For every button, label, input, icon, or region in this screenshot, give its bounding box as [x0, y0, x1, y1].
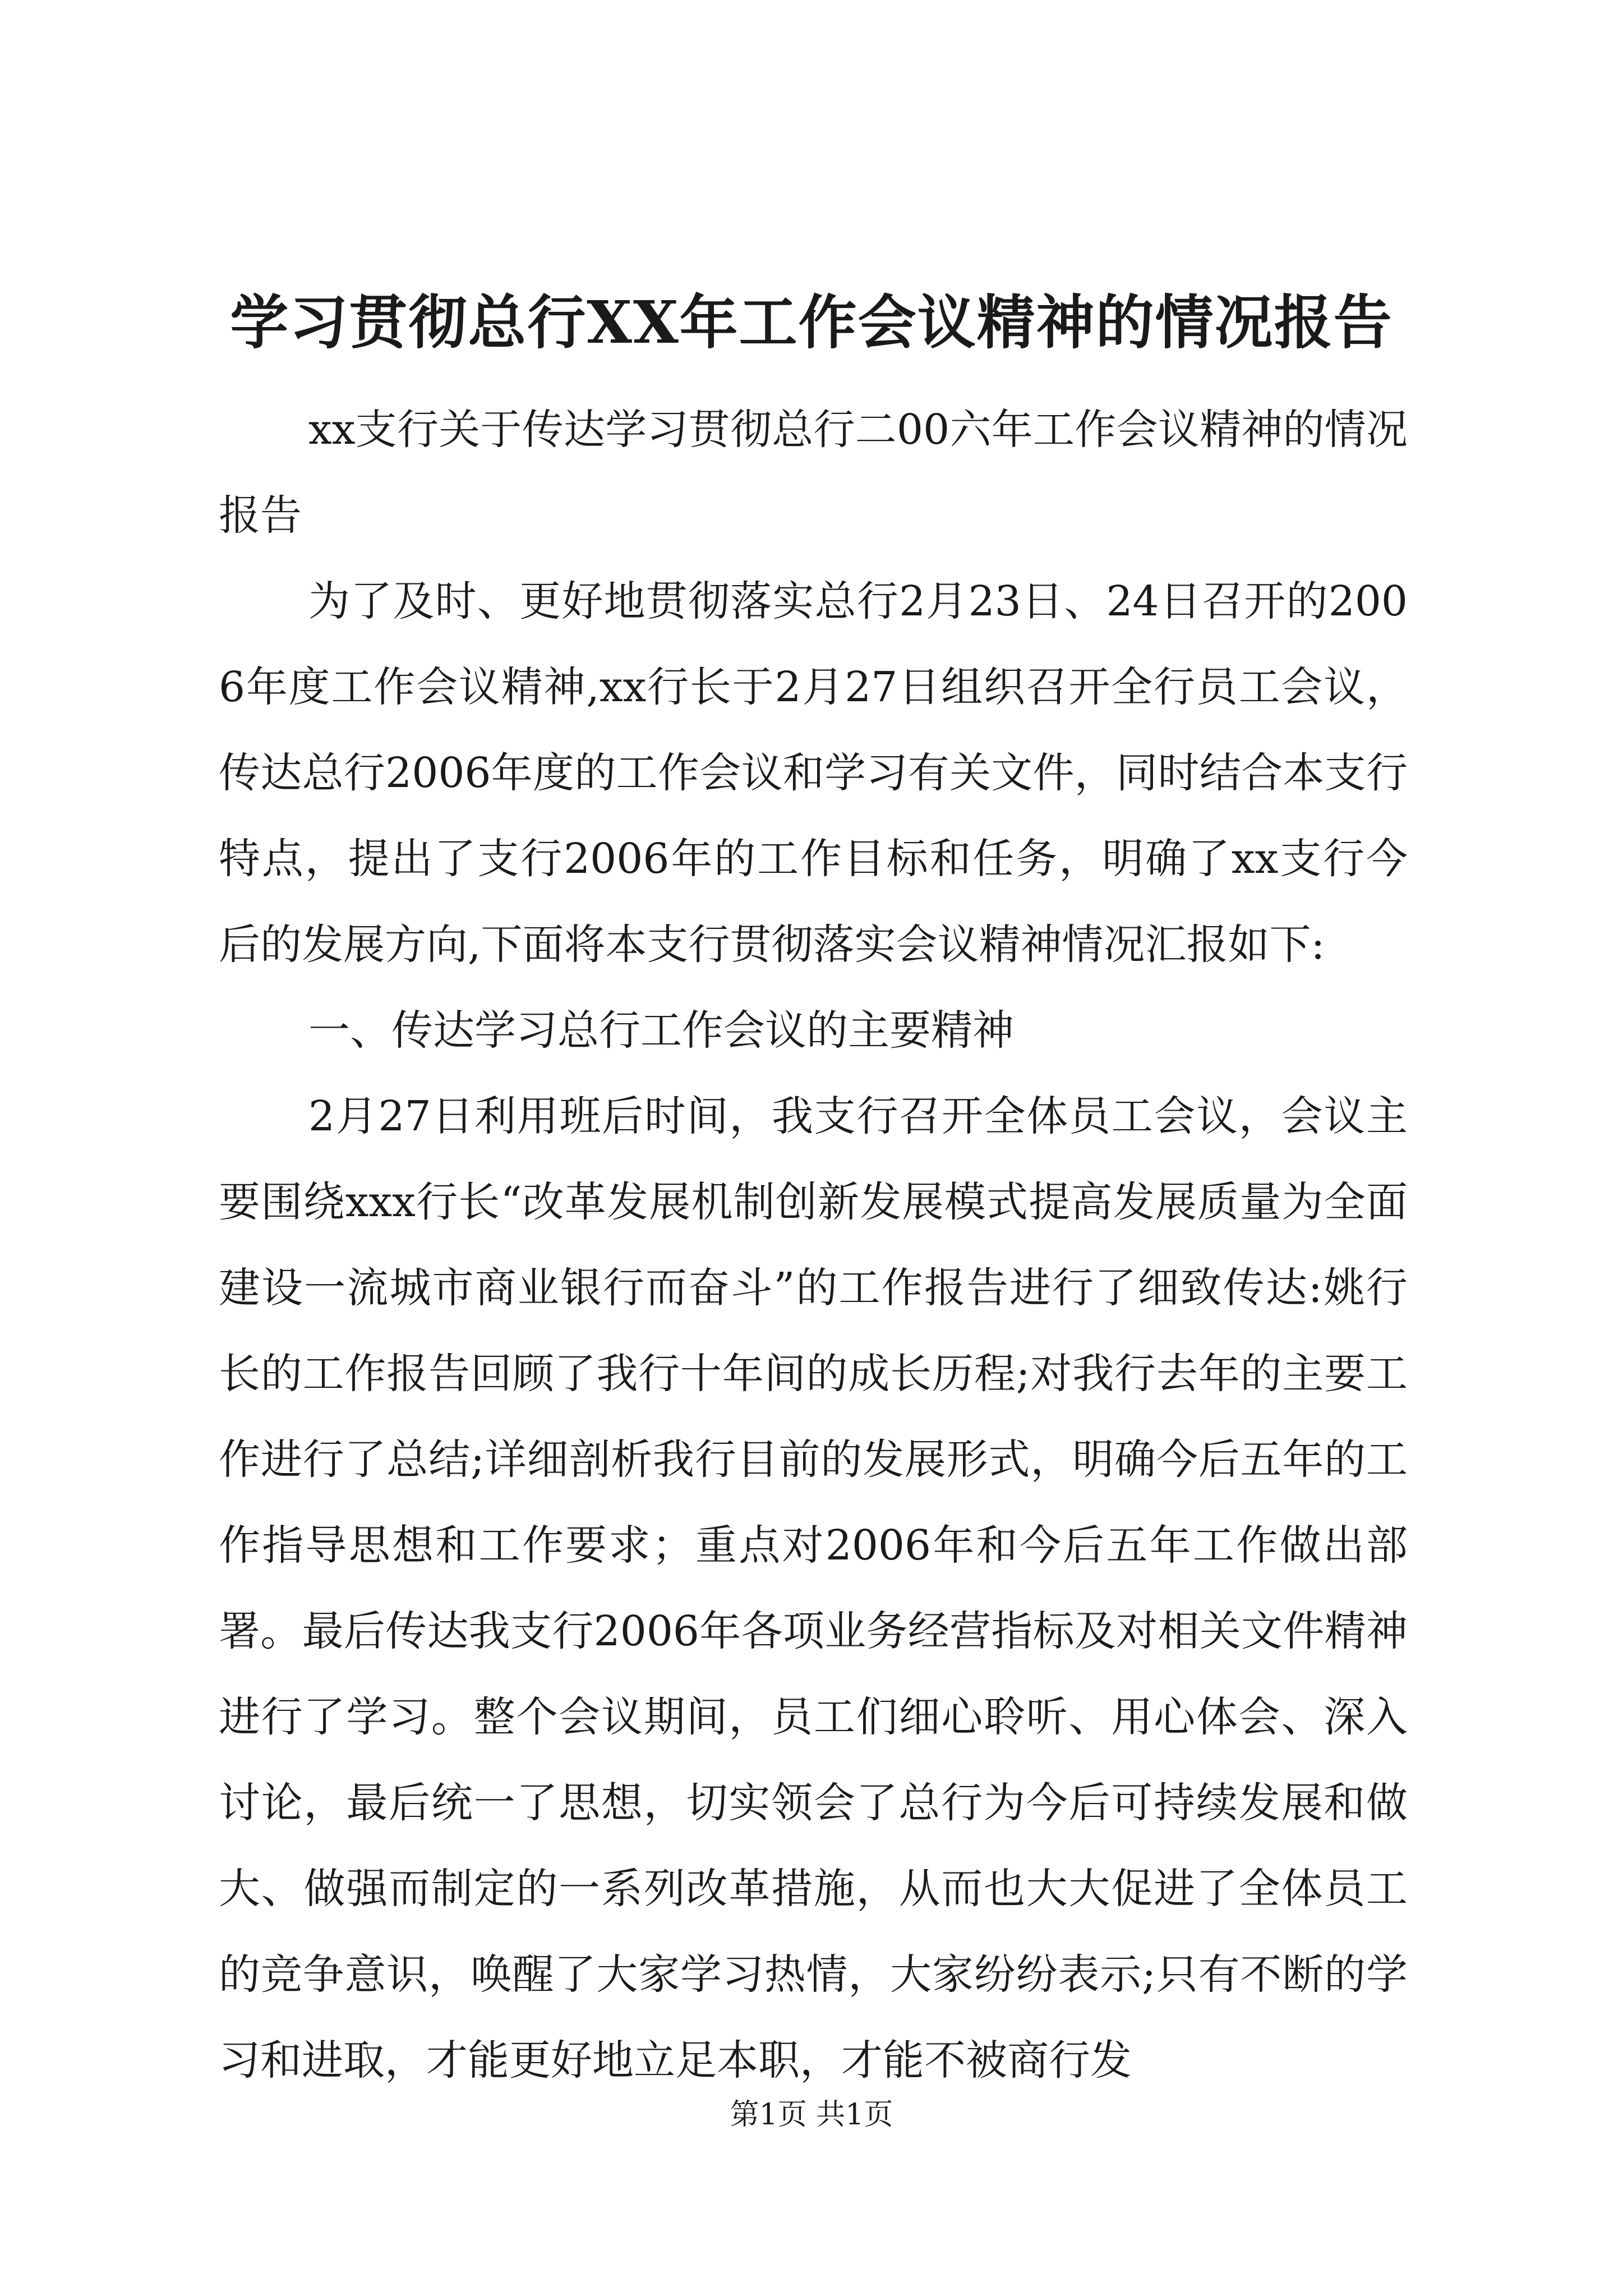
- document-title: 学习贯彻总行XX年工作会议精神的情况报告: [230, 288, 1393, 357]
- body-paragraph-intro: 为了及时、更好地贯彻落实总行2月23日、24日召开的2006年度工作会议精神,xx行长于2月27日组织召开全行员工会议，传达总行2006年度的工作会议和学习有关文件，同时结合本支行特点，提出了支行2006年的工作目标和任务，明确了xx支行今后的发展方向,下面将本支行贯彻落实会议精神情况汇报如下:: [219, 577, 1408, 969]
- document-body: [219, 387, 1408, 2104]
- page-number-footer: 第1页 共1页: [730, 2098, 893, 2132]
- body-paragraph-section-1: 2月27日利用班后时间，我支行召开全体员工会议，会议主要围绕xxx行长“改革发展机制创新发展模式提高发展质量为全面建设一流城市商业银行而奋斗”的工作报告进行了细致传达:姚行长的工作报告回顾了我行十年间的成长历程;对我行去年的主要工作进行了总结;详细剖析我行目前的发展形式，明确今后五年的工作指导思想和工作要求；重点对2006年和今后五年工作做出部署。最后传达我支行2006年各项业务经营指标及对相关文件精神进行了学习。整个会议期间，员工们细心聆听、用心体会、深入讨论，最后统一了思想，切实领会了总行为今后可持续发展和做大、做强而制定的一系列改革措施，从而也大大促进了全体员工的竞争意识，唤醒了大家学习热情，大家纷纷表示;只有不断的学习和进取，才能更好地立足本职，才能不被商行发: [219, 1092, 1408, 2085]
- section-heading-1: 一、传达学习总行工作会议的主要精神: [308, 1006, 1014, 1055]
- body-paragraph-subtitle: xx支行关于传达学习贯彻总行二00六年工作会议精神的情况报告: [219, 406, 1408, 540]
